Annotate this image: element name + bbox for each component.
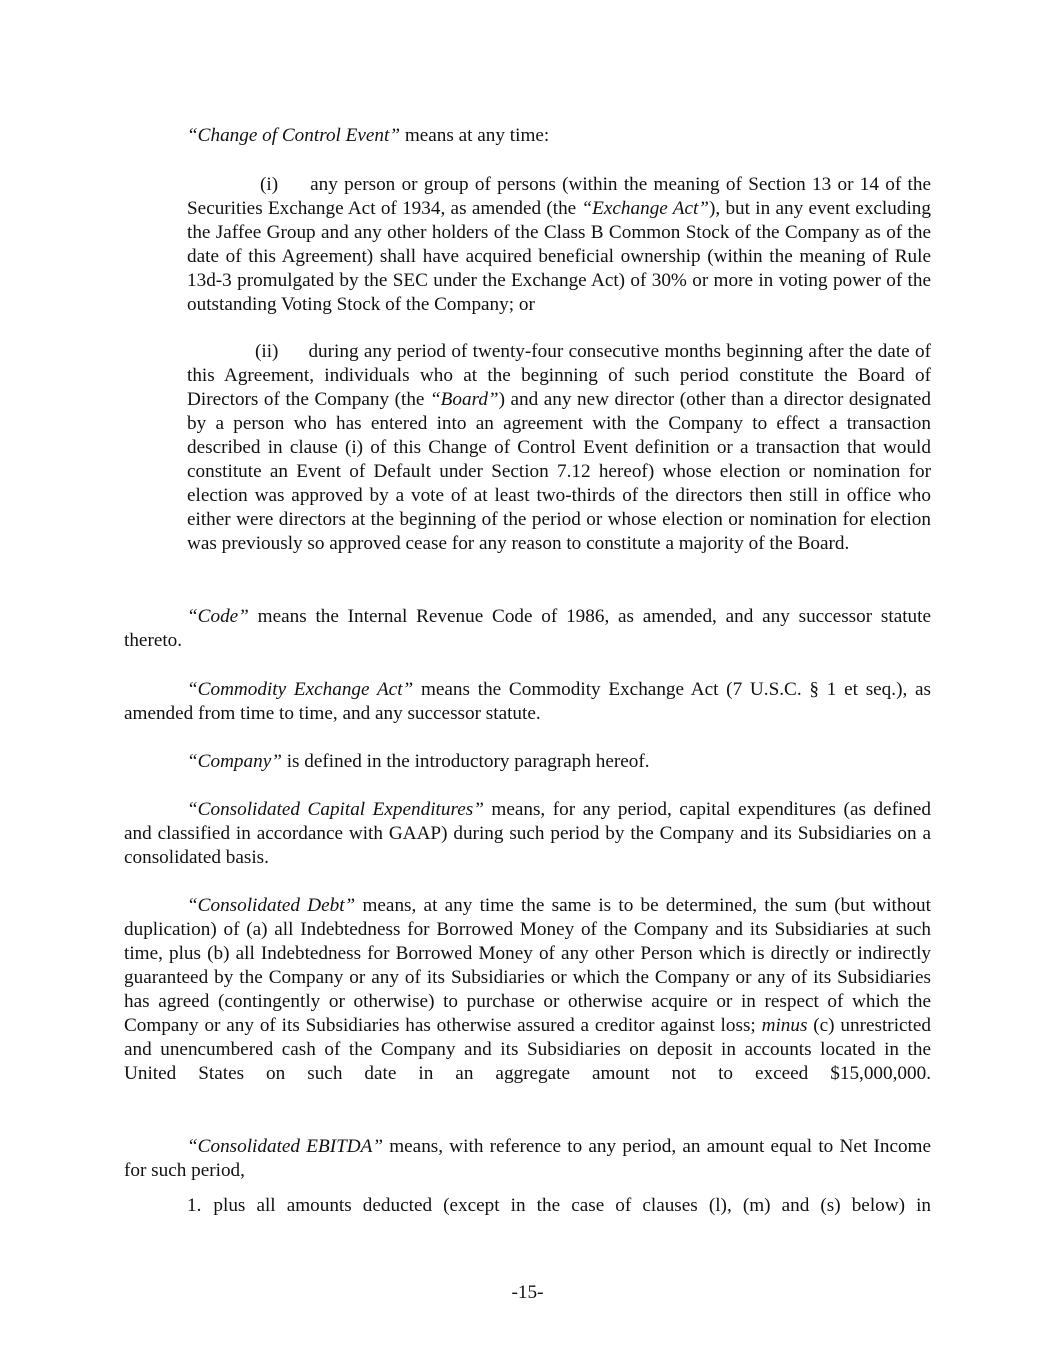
defined-term: “Company” bbox=[187, 751, 282, 772]
definition-text: means, with reference to any period, an amount equal to Net Income for such period, bbox=[124, 1136, 931, 1181]
definition-text: means, at any time the same is to be determined, the sum (but without duplication) of (a) all Indebtedness for Borrowed Money of the Company and its Subsidiaries at such time, plus (b) all Indebtedness for Borrowed Money of any other Person which is directly or indirectly guaranteed by the Company or any of its Subsidiaries or which the Company or any of its Subsidiaries has agreed (contingently or otherwise) to purchase or otherwise acquire or in respect of which the Company or any of its Subsidiaries has otherwise assured a creditor against loss; bbox=[124, 895, 931, 1036]
ebitda-item-1 bbox=[187, 1194, 931, 1218]
item-label: 1. bbox=[187, 1195, 202, 1216]
def-code bbox=[124, 605, 931, 653]
definition-text: is defined in the introductory paragraph hereof. bbox=[281, 751, 650, 772]
definition-text: means the Internal Revenue Code of 1986, as amended, and any successor statute thereto. bbox=[124, 606, 931, 651]
defined-term: “Consolidated EBITDA” bbox=[187, 1136, 383, 1157]
clause-i bbox=[187, 173, 931, 317]
defined-term: “Consolidated Debt” bbox=[187, 895, 356, 916]
clause-text: ), but in any event excluding the Jaffee Group and any other holders of the Class B Common Stock of the Company as of the date of this Agreement) shall have acquired beneficial ownership (within the meaning of Rule 13d-3 promulgated by the SEC under the Exchange Act) of 30% or more in voting power of the outstanding Voting Stock of the Company; or bbox=[187, 198, 931, 315]
clause-text: ) and any new director (other than a director designated by a person who has entered into an agreement with the Company to effect a transaction described in clause (i) of this Change of Control Event definition or a transaction that would constitute an Event of Default under Section 7.12 hereof) whose election or nomination for election was approved by a vote of at least two-thirds of the directors then still in office who either were directors at the beginning of the period or whose election or nomination for election was previously so approved cease for any reason to constitute a majority of the Board. bbox=[187, 389, 931, 554]
def-consolidated-ebitda bbox=[124, 1135, 931, 1183]
clause-label: (i) bbox=[260, 174, 279, 195]
def-commodity-exchange-act bbox=[124, 678, 931, 726]
clause-ii bbox=[187, 340, 931, 556]
page-number: -15- bbox=[511, 1282, 544, 1303]
definition-text: means, for any period, capital expenditures (as defined and classified in accordance with GAAP) during such period by the Company and its Subsidiaries on a consolidated basis. bbox=[124, 799, 931, 868]
definition-text: means at any time: bbox=[400, 125, 550, 146]
definition-text: means the Commodity Exchange Act (7 U.S.C. § 1 et seq.), as amended from time to time, and any successor statute. bbox=[124, 679, 931, 724]
definition-text: (c) unrestricted and unencumbered cash of the Company and its Subsidiaries on deposit in accounts located in the United States on such date in an aggregate amount not to exceed $15,000,000. bbox=[124, 1015, 931, 1084]
def-company bbox=[124, 750, 931, 774]
def-consolidated-debt bbox=[124, 894, 931, 1086]
emphasis-minus: minus bbox=[761, 1015, 808, 1036]
defined-term: “Commodity Exchange Act” bbox=[187, 679, 414, 700]
clause-text: during any period of twenty-four consecutive months beginning after the date of this Agreement, individuals who at the beginning of such period constitute the Board of Directors of the Company (the bbox=[187, 341, 931, 410]
def-change-of-control bbox=[187, 124, 931, 148]
defined-term: “Change of Control Event” bbox=[187, 125, 401, 146]
clause-text: any person or group of persons (within the meaning of Section 13 or 14 of the Securities Exchange Act of 1934, as amended (the bbox=[187, 174, 931, 219]
defined-term: “Exchange Act” bbox=[581, 198, 709, 219]
defined-term: “Consolidated Capital Expenditures” bbox=[187, 799, 484, 820]
defined-term: “Code” bbox=[187, 606, 249, 627]
clause-label: (ii) bbox=[255, 341, 279, 362]
item-text: plus all amounts deducted (except in the case of clauses (l), (m) and (s) below) in bbox=[213, 1195, 931, 1216]
defined-term: “Board” bbox=[429, 389, 499, 410]
def-consolidated-capex bbox=[124, 798, 931, 870]
